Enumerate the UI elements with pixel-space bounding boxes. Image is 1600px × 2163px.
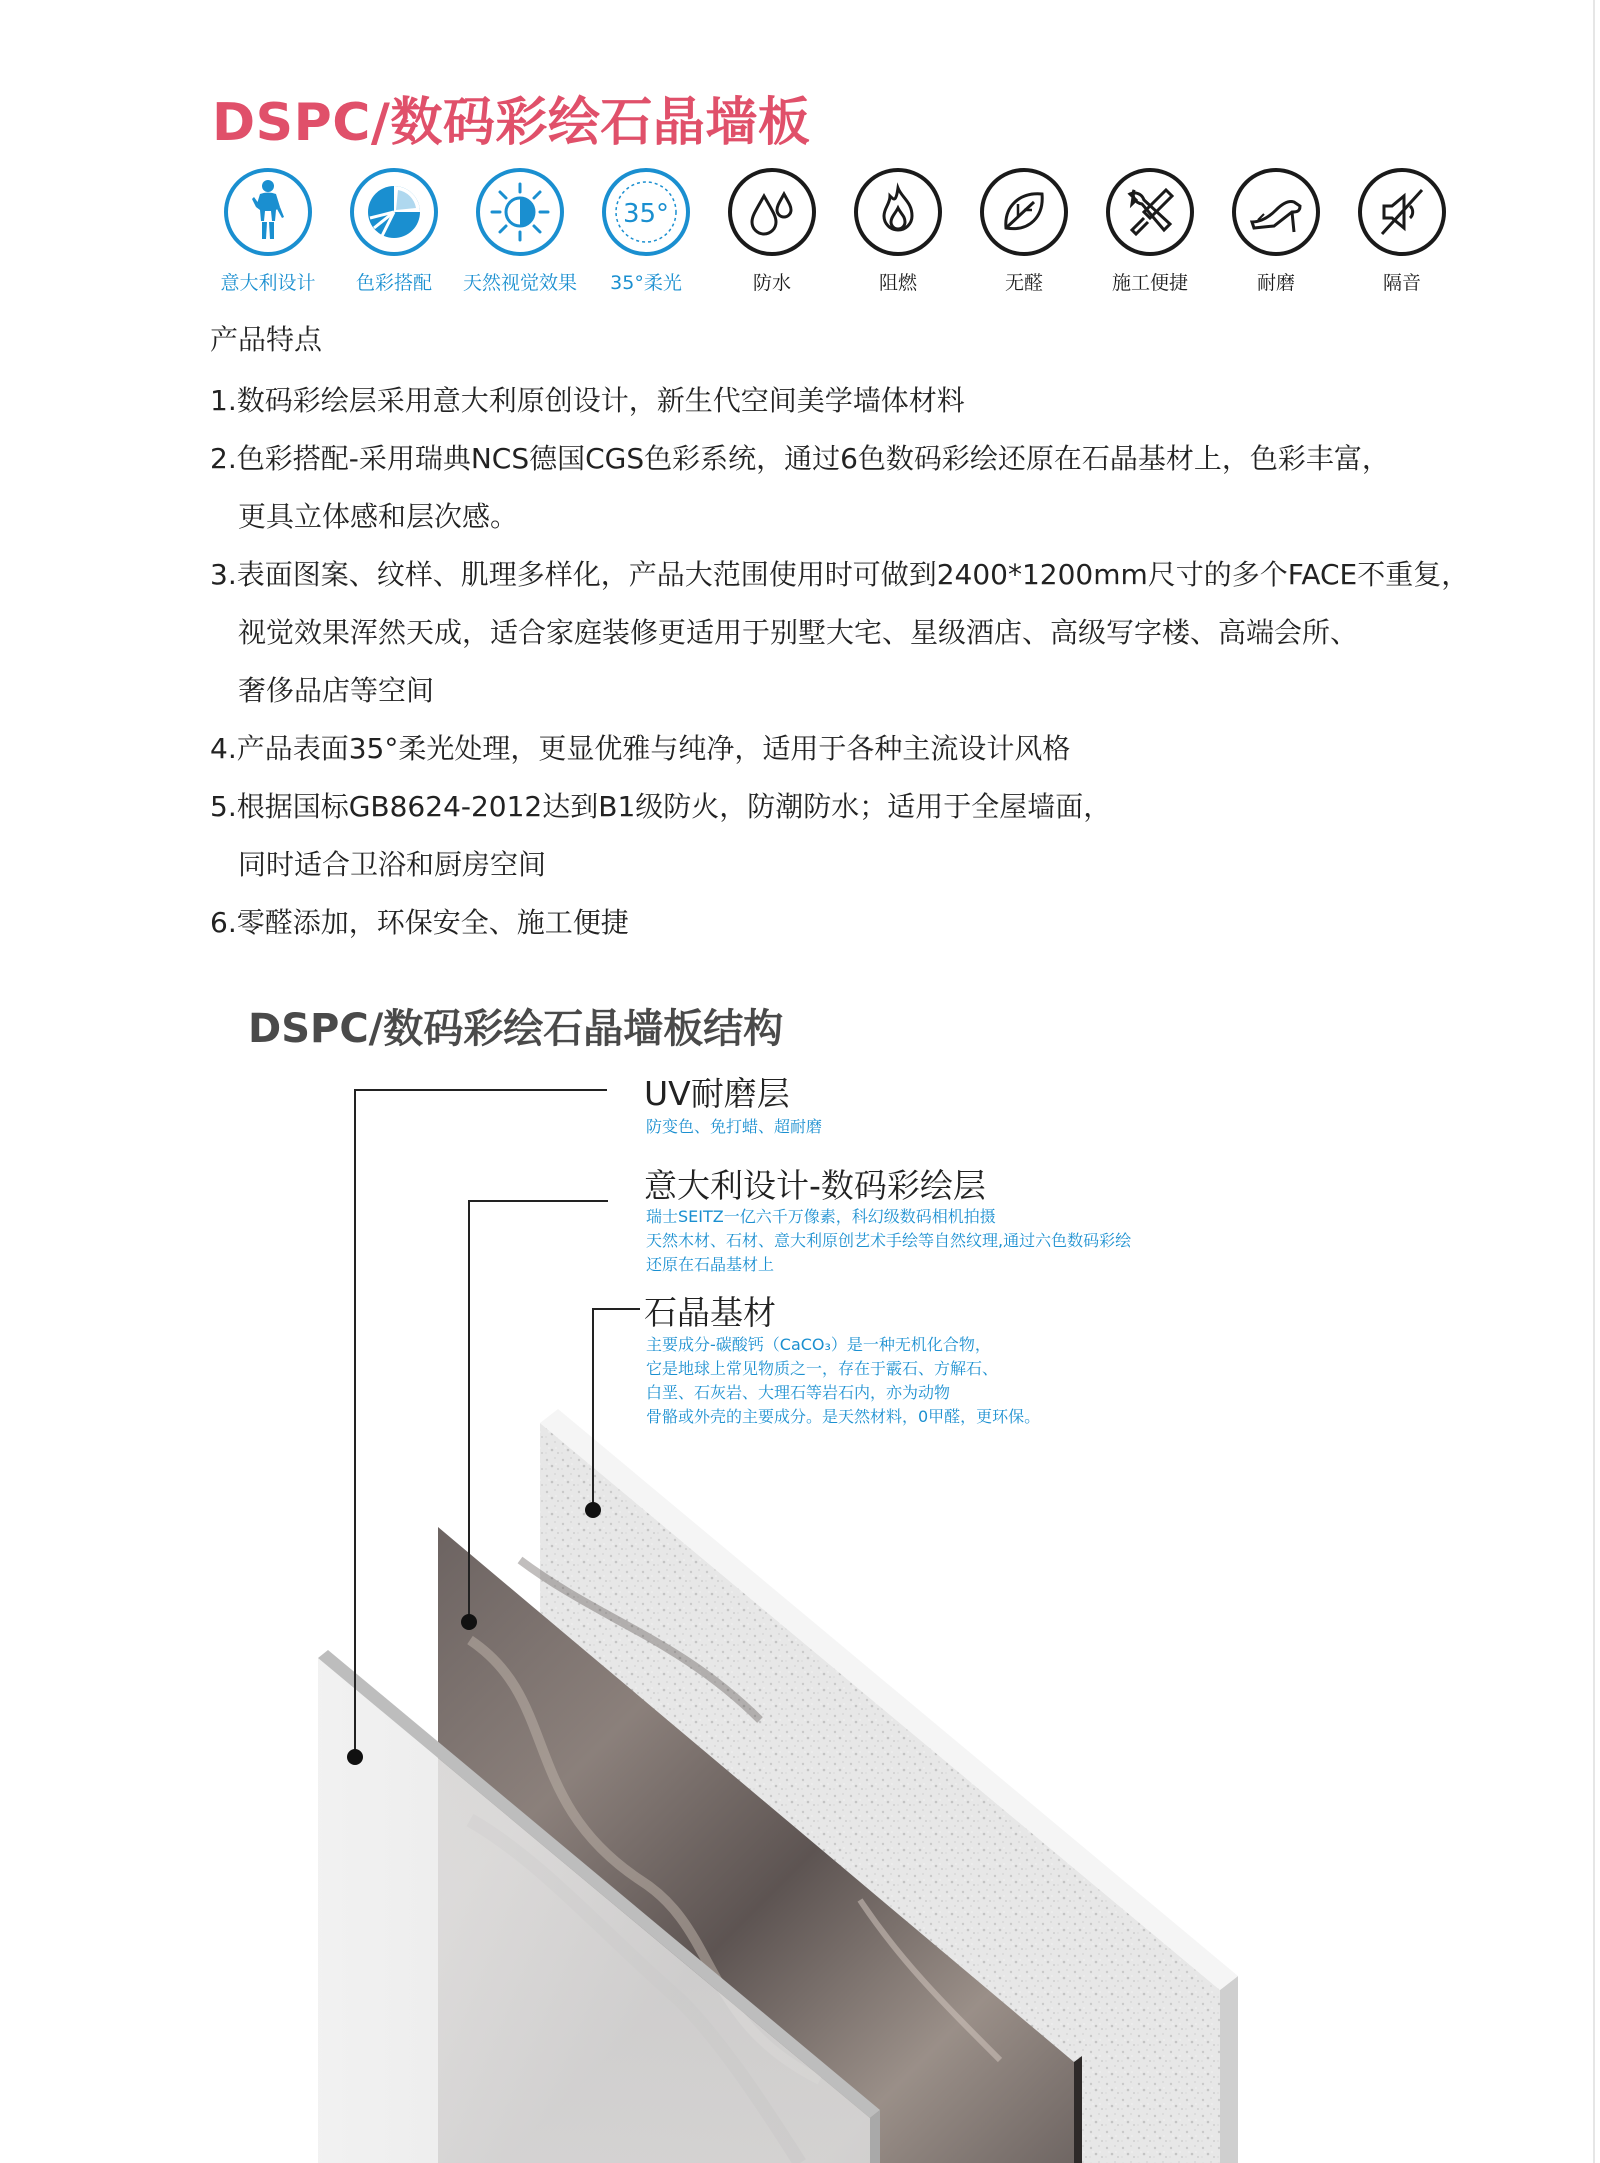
35-degree-text: 35° (622, 199, 670, 229)
layer-desc-uv (646, 1115, 822, 1139)
icon-label: 天然视觉效果 (462, 272, 577, 294)
marker-dot-uv (347, 1749, 363, 1765)
icon-label: 意大利设计 (220, 272, 316, 294)
layer-desc-line: 瑞士SEITZ一亿六千万像素，科幻级数码相机拍摄 (646, 1207, 996, 1226)
feature-line: 1.数码彩绘层采用意大利原创设计，新生代空间美学墙体材料 (210, 384, 965, 417)
feature-line: 奢侈品店等空间 (238, 674, 435, 707)
layer-desc-line: 还原在石晶基材上 (646, 1255, 775, 1274)
layer-name-color: 意大利设计-数码彩绘层 (644, 1166, 986, 1205)
feature-line: 更具立体感和层次感。 (238, 500, 519, 533)
icon-label: 35°柔光 (610, 272, 682, 294)
page-title: DSPC/数码彩绘石晶墙板 (212, 93, 811, 153)
icon-label: 无醛 (1004, 272, 1043, 294)
feature-line: 视觉效果浑然天成，适合家庭装修更适用于别墅大宅、星级酒店、高级写字楼、高端会所、 (238, 616, 1359, 649)
icon-label: 防水 (752, 272, 791, 294)
layer-name-uv: UV耐磨层 (644, 1074, 790, 1113)
feature-line: 5.根据国标GB8624-2012达到B1级防火，防潮防水；适用于全屋墙面， (210, 790, 1112, 823)
marker-dot-color (461, 1614, 477, 1630)
feature-line: 2.色彩搭配-采用瑞典NCS德国CGS色彩系统，通过6色数码彩绘还原在石晶基材上，色彩丰富， (210, 442, 1390, 475)
icon-label: 施工便捷 (1111, 272, 1188, 294)
layer-desc-color (646, 1205, 1131, 1277)
features-heading: 产品特点 (210, 323, 323, 356)
layer-desc-line: 天然木材、石材、意大利原创艺术手绘等自然纹理,通过六色数码彩绘 (646, 1231, 1132, 1250)
marker-dot-substrate (585, 1502, 601, 1518)
icon-label: 色彩搭配 (355, 272, 432, 294)
feature-line: 同时适合卫浴和厨房空间 (238, 848, 547, 881)
feature-line: 3.表面图案、纹样、肌理多样化，产品大范围使用时可做到2400*1200mm尺寸的多个FACE不重复， (210, 558, 1470, 591)
icon-label: 耐磨 (1256, 272, 1295, 294)
feature-line: 6.零醛添加，环保安全、施工便捷 (210, 906, 629, 939)
layer-desc-line: 骨骼或外壳的主要成分。是天然材料，0甲醛，更环保。 (646, 1407, 1041, 1426)
layer-desc-line: 防变色、免打蜡、超耐磨 (646, 1117, 823, 1136)
layer-desc-line: 白垩、石灰岩、大理石等岩石内，亦为动物 (646, 1383, 951, 1402)
icon-label: 阻燃 (878, 272, 917, 294)
icon-label: 隔音 (1382, 272, 1421, 294)
layer-desc-substrate (646, 1333, 1040, 1429)
layer-desc-line: 主要成分-碳酸钙（CaCO₃）是一种无机化合物， (646, 1335, 991, 1354)
structure-title: DSPC/数码彩绘石晶墙板结构 (248, 1006, 784, 1052)
layer-name-substrate: 石晶基材 (644, 1293, 776, 1332)
feature-line: 4.产品表面35°柔光处理，更显优雅与纯净，适用于各种主流设计风格 (210, 732, 1071, 765)
layer-desc-line: 它是地球上常见物质之一，存在于霰石、方解石、 (646, 1359, 999, 1378)
